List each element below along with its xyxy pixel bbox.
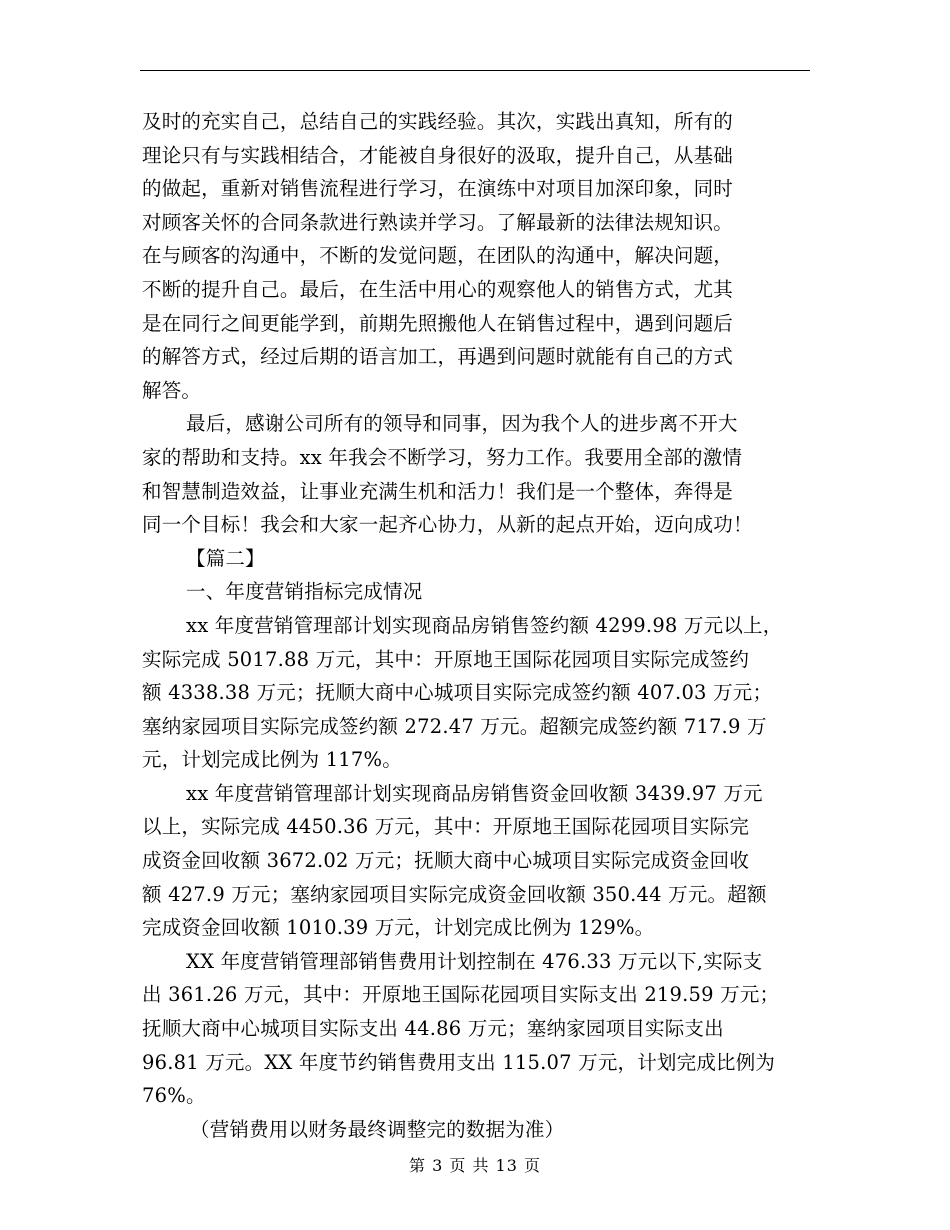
text-line: 理论只有与实践相结合，才能被自身很好的汲取，提升自己，从基础 bbox=[142, 143, 734, 167]
text-line: 额 4338.38 万元；抚顺大商中心城项目实际完成签约额 407.03 万元； bbox=[142, 681, 773, 705]
text-line: 同一个目标！我会和大家一起齐心协力，从新的起点开始，迈向成功！ bbox=[142, 513, 753, 537]
text-line: 和智慧制造效益，让事业充满生机和活力！我们是一个整体，奔得是 bbox=[142, 479, 734, 503]
text-line: 实际完成 5017.88 万元，其中：开原地王国际花园项目实际完成签约 bbox=[142, 647, 750, 671]
text-line: 抚顺大商中心城项目实际支出 44.86 万元；塞纳家园项目实际支出 bbox=[142, 1017, 724, 1041]
note-line: （营销费用以财务最终调整完的数据为准） bbox=[190, 1117, 565, 1141]
text-line: 不断的提升自己。最后，在生活中用心的观察他人的销售方式，尤其 bbox=[142, 277, 734, 301]
text-line: 在与顾客的沟通中，不断的发觉问题，在团队的沟通中，解决问题， bbox=[142, 244, 734, 268]
body-text bbox=[142, 105, 812, 1146]
text-line: 及时的充实自己，总结自己的实践经验。其次，实践出真知，所有的 bbox=[142, 110, 734, 133]
text-line: 的解答方式，经过后期的语言加工，再遇到问题时就能有自己的方式 bbox=[142, 345, 734, 369]
text-line: 以上，实际完成 4450.36 万元，其中：开原地王国际花园项目实际完 bbox=[142, 815, 750, 839]
page-footer: 第 3 页 共 13 页 bbox=[409, 1156, 541, 1175]
subsection-heading: 一、年度营销指标完成情况 bbox=[186, 580, 423, 604]
text-line: 完成资金回收额 1010.39 万元，计划完成比例为 129%。 bbox=[142, 916, 655, 940]
text-line: 出 361.26 万元，其中：开原地王国际花园项目实际支出 219.59 万元； bbox=[142, 983, 780, 1007]
text-line: 76%。 bbox=[142, 1084, 206, 1108]
text-line: xx 年度营销管理部计划实现商品房销售签约额 4299.98 万元以上， bbox=[186, 613, 783, 637]
text-line: 额 427.9 万元；塞纳家园项目实际完成资金回收额 350.44 万元。超额 bbox=[142, 882, 767, 906]
text-line: 是在同行之间更能学到，前期先照搬他人在销售过程中，遇到问题后 bbox=[142, 311, 734, 335]
text-line: 的做起，重新对销售流程进行学习，在演练中对项目加深印象，同时 bbox=[142, 177, 734, 201]
text-line: 成资金回收额 3672.02 万元；抚顺大商中心城项目实际完成资金回收 bbox=[142, 849, 750, 873]
text-line: 元，计划完成比例为 117%。 bbox=[142, 748, 402, 772]
text-line: 最后，感谢公司所有的领导和同事，因为我个人的进步离不开大 bbox=[186, 412, 738, 436]
text-line: 家的帮助和支持。xx 年我会不断学习，努力工作。我要用全部的激情 bbox=[142, 445, 743, 469]
text-line: xx 年度营销管理部计划实现商品房销售资金回收额 3439.97 万元 bbox=[186, 781, 763, 805]
text-line: 解答。 bbox=[142, 378, 202, 402]
text-line: 对顾客关怀的合同条款进行熟读并学习。了解最新的法律法规知识。 bbox=[142, 210, 734, 234]
text-line: 塞纳家园项目实际完成签约额 272.47 万元。超额完成签约额 717.9 万 bbox=[142, 714, 767, 738]
section-heading: 【篇二】 bbox=[186, 546, 265, 570]
header-rule bbox=[140, 70, 810, 71]
text-line: XX 年度营销管理部销售费用计划控制在 476.33 万元以下,实际支 bbox=[186, 949, 763, 973]
text-line: 96.81 万元。XX 年度节约销售费用支出 115.07 万元，计划完成比例为 bbox=[142, 1050, 776, 1074]
